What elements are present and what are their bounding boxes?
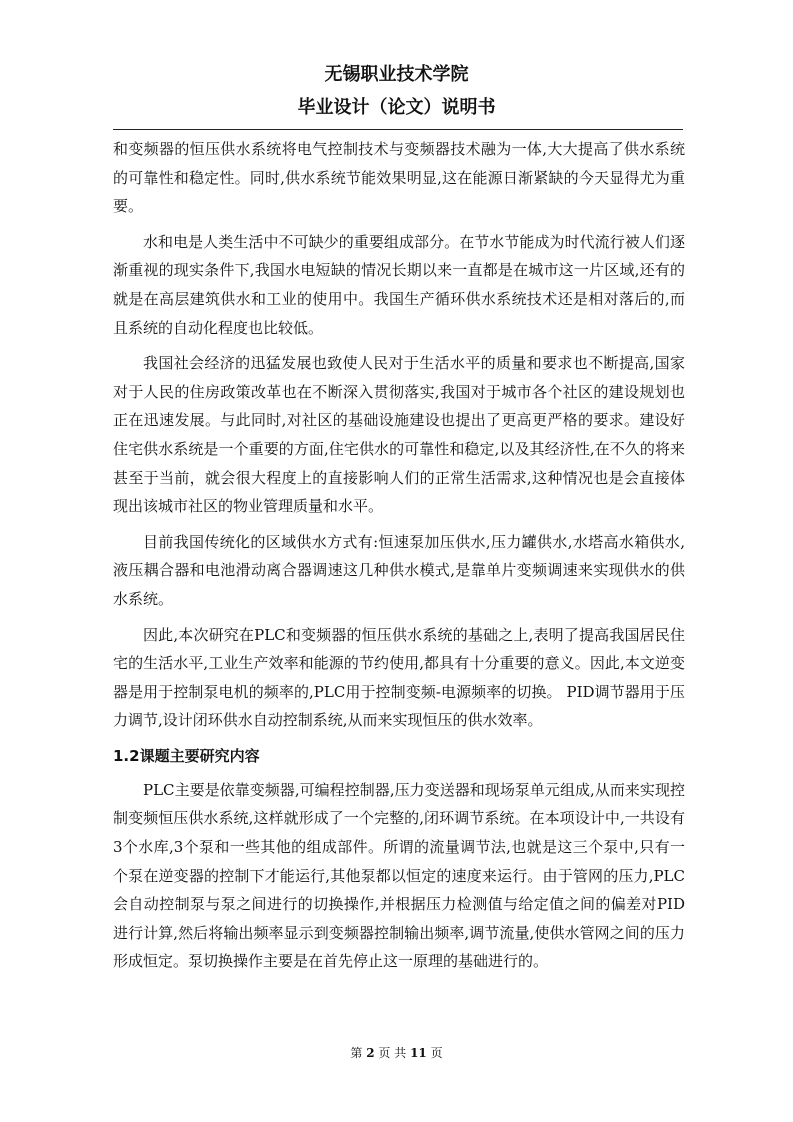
paragraph: 因此,本次研究在PLC和变频器的恒压供水系统的基础之上,表明了提高我国居民住宅的生活水平,工业生产效率和能源的节约使用,都具有十分重要的意义。因此,本文逆变器是用于控制泵电机的频率的,PLC用于控制变频-电源频率的切换。 PID调节器用于压力调节,设计闭环供水自动控制系统,从而来实现恒压的供水效率。	[113, 625, 685, 730]
footer-mid: 页 共	[378, 1046, 407, 1060]
page-number: 2	[366, 1046, 375, 1060]
section-paragraph: PLC主要是依靠变频器,可编程控制器,压力变送器和现场泵单元组成,从而来实现控制变频恒压供水系统,这样就形成了一个完整的,闭环调节系统。在本项设计中,一共设有3个水库,3个泵和一些其他的组成部件。所谓的流量调节法,也就是这三个泵中,只有一个泵在逆变器的控制下才能运行,其他泵都以恒定的速度来运行。由于管网的压力,PLC会自动控制泵与泵之间进行的切换操作,并根据压力检测值与给定值之间的偏差对PID进行计算,然后将输出频率显示到变频器控制输出频率,调节流量,使供水管网之间的压力形成恒定。泵切换操作主要是在首先停止这一原理的基础进行的。	[113, 780, 685, 971]
paragraph: 水和电是人类生活中不可缺少的重要组成部分。在节水节能成为时代流行被人们逐渐重视的现实条件下,我国水电短缺的情况长期以来一直都是在城市这一片区域,还有的就是在高层建筑供水和工业的使用中。我国生产循环供水系统技术还是相对落后的,而且系统的自动化程度也比较低。	[113, 232, 685, 337]
paragraph: 我国社会经济的迅猛发展也致使人民对于生活水平的质量和要求也不断提高,国家对于人民的住房政策改革也在不断深入贯彻落实,我国对于城市各个社区的建设规划也正在迅速发展。与此同时,对社区的基础设施建设也提出了更高更严格的要求。建设好住宅供水系统是一个重要的方面,住宅供水的可靠性和稳定,以及其经济性,在不久的将来甚至于当前，就会很大程度上的直接影响人们的正常生活需求,这种情况也是会直接体现出该城市社区的物业管理质量和水平。	[113, 354, 685, 516]
header-rule	[113, 129, 683, 130]
school-name: 无锡职业技术学院	[324, 64, 469, 85]
document-body	[113, 135, 685, 983]
footer-suffix: 页	[430, 1046, 443, 1060]
page-footer	[0, 1044, 793, 1061]
paragraph-continued: 和变频器的恒压供水系统将电气控制技术与变频器技术融为一体,大大提高了供水系统的可靠性和稳定性。同时,供水系统节能效果明显,这在能源日渐紧缺的今天显得尤为重要。	[113, 140, 685, 216]
page-total: 11	[410, 1046, 427, 1060]
section-heading: 1.2课题主要研究内容	[113, 746, 260, 765]
footer-prefix: 第	[350, 1046, 363, 1060]
document-title: 毕业设计（论文）说明书	[297, 97, 496, 118]
paragraph: 目前我国传统化的区域供水方式有:恒速泵加压供水,压力罐供水,水塔高水箱供水,液压耦合器和电池滑动离合器调速这几种供水模式,是靠单片变频调速来实现供水的供水系统。	[113, 532, 685, 608]
